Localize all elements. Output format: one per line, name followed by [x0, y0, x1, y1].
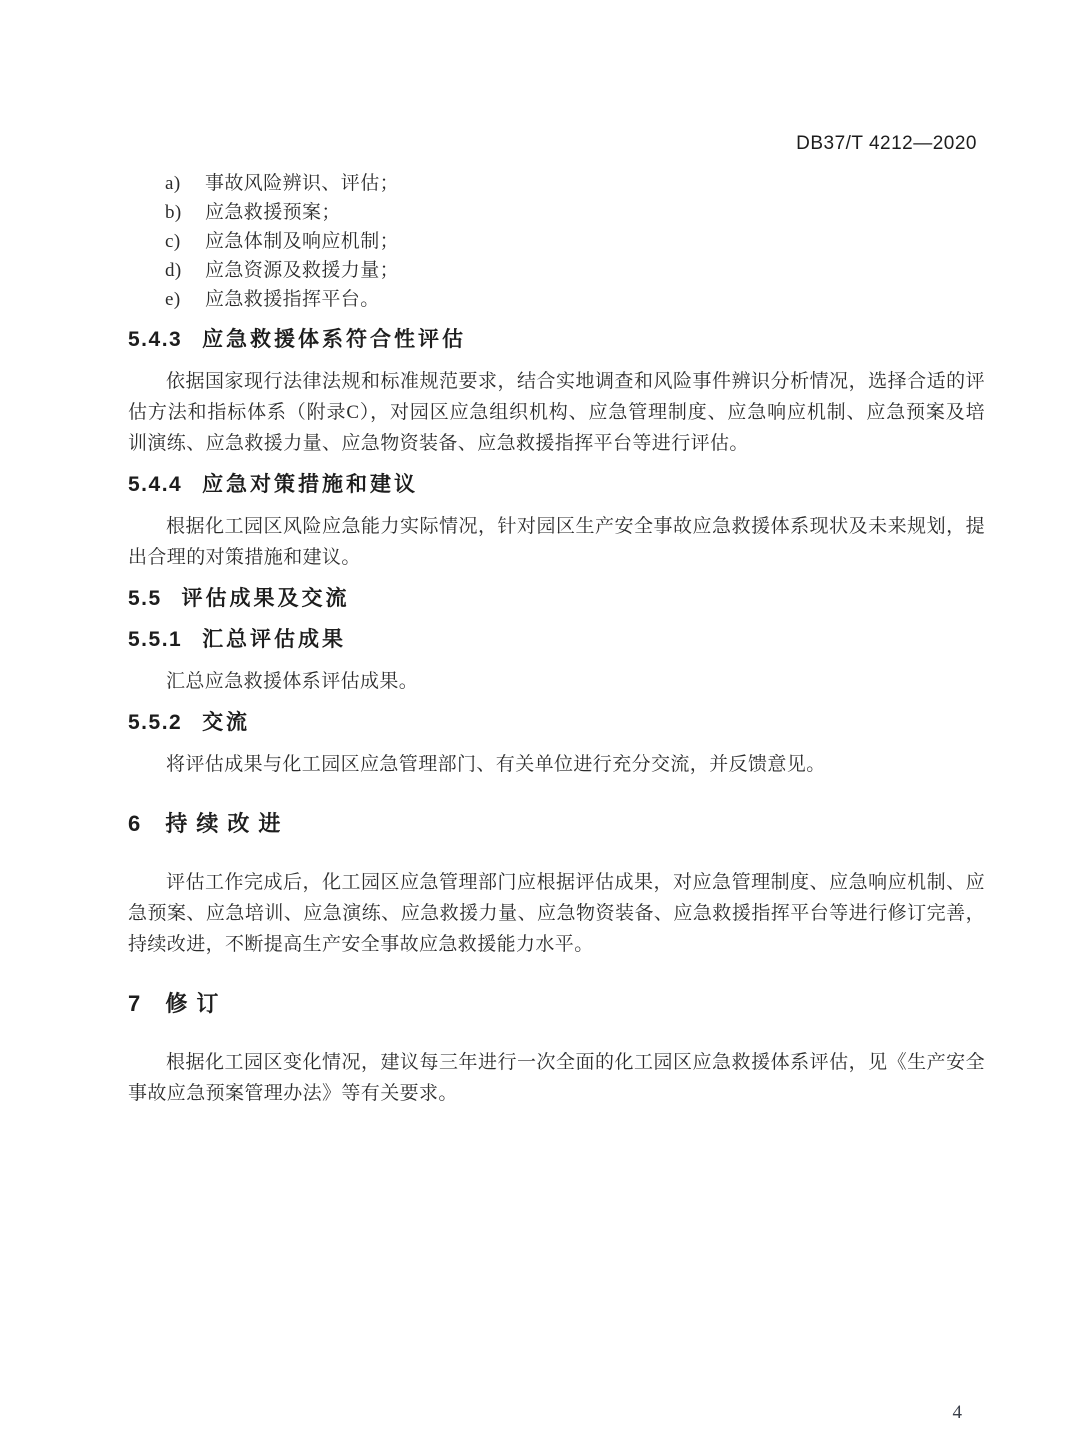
list-item-marker: e): [165, 289, 181, 310]
paragraph-5-4-3: 依据国家现行法律法规和标准规范要求，结合实地调查和风险事件辨识分析情况，选择合适的评估方法和指标体系（附录C），对园区应急组织机构、应急管理制度、应急响应机制、应急预案及培训演练、应急救援力量、应急物资装备、应急救援指挥平台等进行评估。: [128, 371, 985, 454]
list-item-marker: b): [165, 202, 182, 223]
section-title: 应急救援体系符合性评估: [202, 328, 467, 351]
list-item-text: 应急救援指挥平台。: [205, 289, 380, 310]
paragraph-7: 根据化工园区变化情况，建议每三年进行一次全面的化工园区应急救援体系评估，见《生产安全事故应急预案管理办法》等有关要求。: [128, 1052, 985, 1104]
list-item-text: 应急体制及响应机制；: [205, 231, 400, 252]
paragraph-6: 评估工作完成后，化工园区应急管理部门应根据评估成果，对应急管理制度、应急响应机制、应急预案、应急培训、应急演练、应急救援力量、应急物资装备、应急救援指挥平台等进行修订完善，持续改进，不断提高生产安全事故应急救援能力水平。: [128, 872, 985, 955]
section-number: 5.5: [128, 587, 162, 610]
list-item-marker: a): [165, 173, 181, 194]
chapter-title: 持续改进: [165, 811, 290, 836]
chapter-heading-6: [128, 808, 985, 839]
list-item-text: 应急救援预案；: [205, 202, 341, 223]
page-footer: [953, 1400, 963, 1426]
list-item: [128, 227, 985, 256]
list-item: [128, 169, 985, 198]
page-number: 4: [952, 1402, 962, 1423]
chapter-heading-7: [128, 988, 985, 1019]
section-heading-5-4-3: [128, 325, 985, 355]
list-item: [128, 285, 985, 314]
page-header: [128, 131, 977, 157]
list-item-text: 应急资源及救援力量；: [205, 260, 400, 281]
section-heading-5-5: [128, 584, 985, 614]
chapter-title: 修订: [165, 991, 228, 1016]
paragraph-5-4-4: 根据化工园区风险应急能力实际情况，针对园区生产安全事故应急救援体系现状及未来规划，提出合理的对策措施和建议。: [128, 516, 985, 568]
list-item-marker: d): [165, 260, 182, 281]
section-heading-5-5-1: [128, 625, 985, 655]
standard-code: DB37/T 4212—2020: [796, 133, 977, 154]
chapter-number: 6: [128, 811, 142, 836]
section-title: 应急对策措施和建议: [202, 473, 419, 496]
section-heading-5-4-4: [128, 470, 985, 500]
paragraph-5-5-1: 汇总应急救援体系评估成果。: [166, 671, 419, 692]
list-item-text: 事故风险辨识、评估；: [205, 173, 400, 194]
section-number: 5.5.1: [128, 628, 183, 651]
section-title: 交流: [202, 711, 251, 734]
section-heading-5-5-2: [128, 708, 985, 738]
section-number: 5.4.4: [128, 473, 183, 496]
section-title: 汇总评估成果: [202, 628, 347, 651]
paragraph-5-5-2: 将评估成果与化工园区应急管理部门、有关单位进行充分交流，并反馈意见。: [166, 754, 826, 775]
section-number: 5.5.2: [128, 711, 183, 734]
list-item: [128, 256, 985, 285]
section-number: 5.4.3: [128, 328, 183, 351]
chapter-number: 7: [128, 991, 142, 1016]
list-item: [128, 198, 985, 227]
clause-list: [128, 169, 985, 314]
list-item-marker: c): [165, 231, 181, 252]
section-title: 评估成果及交流: [181, 587, 350, 610]
